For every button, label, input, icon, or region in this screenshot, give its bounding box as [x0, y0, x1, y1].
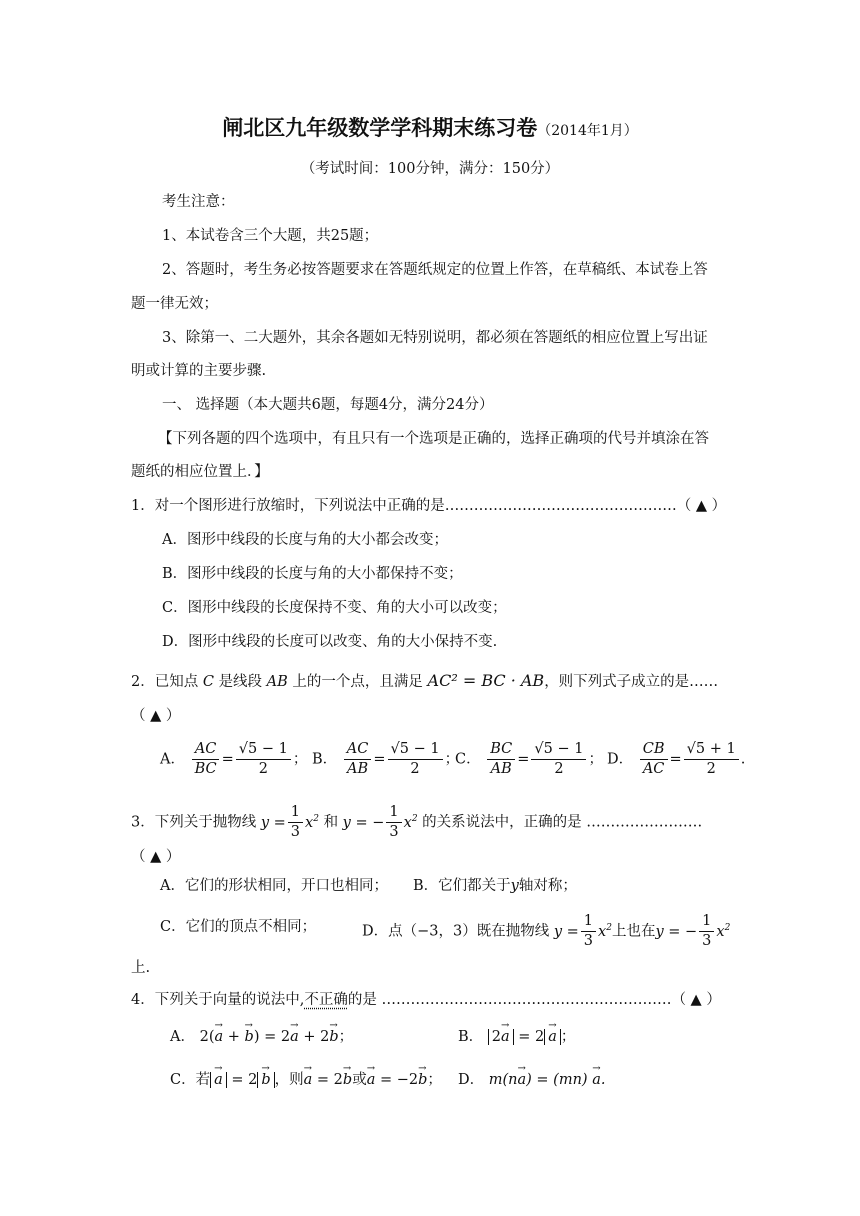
q4-d-expr: m(n→ a) = (mn) → a. [489, 1072, 606, 1088]
q3-answer-mark: （ ▲ ） [131, 849, 181, 865]
q2-a-den: BC [194, 761, 217, 777]
q2-text-pre: 2．已知点 [131, 674, 199, 690]
q2-b-rden: 2 [410, 761, 420, 777]
q2-text-mid2: 上的一个点，且满足 [292, 674, 423, 690]
q3-text-pre: 3．下列关于抛物线 [131, 814, 257, 831]
q2-b-end: ； [444, 751, 460, 768]
q2-b-label: B． [312, 751, 338, 768]
section-heading: 一、 选择题（本大题共6题，每题4分，满分24分） [162, 397, 494, 413]
q3-b-y: y [510, 878, 519, 894]
q2-a-end: ； [292, 751, 308, 768]
q2-d-end: . [740, 751, 746, 768]
title-date: （2014年1月） [537, 123, 638, 139]
section-instructions-cont: 题纸的相应位置上．】 [131, 464, 269, 480]
q2-b-rnum: √5 − 1 [388, 740, 443, 760]
q2-d-rnum: √5 + 1 [684, 740, 739, 760]
q3-option-a: A．它们的形状相同，开口也相同； [160, 878, 388, 894]
q1-option-d: D．图形中线段的长度可以改变、角的大小保持不变. [162, 634, 498, 650]
q4-c-or: 或 [352, 1072, 367, 1088]
q3-b-pre: B．它们都关于 [413, 878, 511, 894]
q1-option-b: B．图形中线段的长度与角的大小都保持不变； [162, 566, 463, 582]
q4-c-cond: → a = 2→ b [210, 1072, 275, 1088]
notice-item-2: 2、答题时，考生务必按答题要求在答题纸规定的位置上作答，在草稿纸、本试卷上答 [162, 262, 708, 278]
q2-condition: AC² = BC · AB [427, 671, 545, 690]
q4-c-then: ，则 [274, 1072, 304, 1088]
q4-option-b [458, 1027, 575, 1047]
q2-d-den: AC [642, 761, 665, 777]
page-title [0, 115, 860, 141]
q2-c-num: BC [487, 740, 515, 760]
q2-point-c: C [202, 674, 214, 690]
q4-a-expr: 2(→ a + → b) = 2→ a + 2→ b； [200, 1029, 354, 1045]
q3-d-pre: D．点（−3，3）既在抛物线 [362, 923, 550, 940]
q4-c-label: C．若 [170, 1072, 211, 1088]
q2-c-den: AB [490, 761, 512, 777]
q2-option-d: D． $\frac{CB}{AC}$ = $\frac{√5 + 1}{2}$ . [607, 741, 746, 777]
notice-item-3-cont: 明或计算的主要步骤. [131, 363, 267, 379]
q4-b-label: B． [458, 1029, 484, 1045]
q3-parabola-1: y = $\frac{1}{3}$ $x^2$ [260, 804, 319, 840]
q2-d-rden: 2 [706, 761, 716, 777]
q2-b-den: AB [346, 761, 369, 777]
q3-option-d [362, 912, 730, 951]
q2-option-b: B． $\frac{AC}{AB}$ = $\frac{√5 - 1}{2}$ ； [312, 741, 460, 777]
q4-text-post: 的是 ……………………………………………………（ ▲ ） [347, 992, 721, 1008]
q3-option-d-tail: 上. [131, 960, 151, 976]
title-text: 闸北区九年级数学学科期末练习卷 [222, 115, 538, 140]
notice-item-3: 3、除第一、二大题外，其余各题如无特别说明，都必须在答题纸的相应位置上写出证 [162, 330, 708, 346]
q4-c-result1: → a = 2→ b [304, 1072, 353, 1088]
section-instructions: 【下列各题的四个选项中，有且只有一个选项是正确的，选择正确项的代号并填涂在答 [158, 431, 709, 447]
q4-a-label: A． [170, 1029, 195, 1045]
q2-a-label: A． [160, 751, 185, 768]
q4-text-pre: 4．下列关于向量的说法中, [131, 992, 305, 1008]
q4-d-label: D． [458, 1072, 485, 1088]
q3-d-parabola-1: y = $\frac{1}{3}$ $x^2$ [553, 913, 612, 949]
q2-c-end: ； [588, 751, 603, 768]
q2-option-a: A． $\frac{AC}{BC}$ = $\frac{√5 - 1}{2}$ ； [160, 741, 308, 777]
q2-c-rden: 2 [554, 761, 564, 777]
notice-item-1: 1、本试卷含三个大题，共25题； [162, 228, 379, 244]
q3-stem [131, 803, 702, 842]
q1-option-c: C．图形中线段的长度保持不变、角的大小可以改变； [162, 600, 507, 616]
q2-a-num: AC [192, 740, 220, 760]
q3-text-and: 和 [323, 814, 339, 831]
q2-answer-mark: （ ▲ ） [131, 708, 181, 724]
q4-option-c [170, 1070, 442, 1090]
notice-heading: 考生注意： [162, 194, 235, 210]
q3-d-mid: 上也在 [611, 923, 656, 940]
q2-c-label: C． [455, 751, 481, 768]
q3-option-b [413, 876, 577, 896]
notice-item-2-cont: 题一律无效； [131, 296, 218, 312]
q4-option-d [458, 1070, 605, 1090]
q2-d-label: D． [607, 751, 634, 768]
q1-option-a: A．图形中线段的长度与角的大小都会改变； [162, 532, 448, 548]
q2-option-c: C． $\frac{BC}{AB}$ = $\frac{√5 - 1}{2}$ ； [455, 741, 603, 777]
q2-c-rnum: √5 − 1 [531, 740, 586, 760]
q3-b-post: 轴对称； [518, 878, 577, 894]
q4-option-a [170, 1027, 353, 1047]
q4-emphasis: 不正确 [304, 992, 348, 1008]
q2-b-num: AC [344, 740, 372, 760]
q4-b-expr: 2→ a = 2→ a ； [488, 1029, 576, 1045]
q4-c-result2: → a = −2→ b； [367, 1072, 442, 1088]
q2-text-post: ，则下列式子成立的是…… [544, 674, 719, 690]
q2-stem [131, 671, 718, 692]
q2-segment-ab: AB [266, 674, 288, 690]
q1-stem: 1．对一个图形进行放缩时，下列说法中正确的是…………………………………………（ ▲ ） [131, 498, 727, 514]
exam-info: （考试时间：100分钟，满分：150分） [300, 161, 560, 177]
q3-text-post: 的关系说法中，正确的是 …………………… [422, 814, 703, 831]
q2-a-rden: 2 [258, 761, 268, 777]
q3-parabola-2: y = − $\frac{1}{3}$ $x^2$ [342, 804, 418, 840]
q2-d-num: CB [640, 740, 668, 760]
q3-d-parabola-2: y = − $\frac{1}{3}$ $x^2$ [655, 913, 731, 949]
q3-option-c: C．它们的顶点不相同； [160, 919, 317, 935]
q2-a-rnum: √5 − 1 [236, 740, 291, 760]
q2-text-mid1: 是线段 [218, 674, 263, 690]
q4-stem [131, 990, 721, 1010]
